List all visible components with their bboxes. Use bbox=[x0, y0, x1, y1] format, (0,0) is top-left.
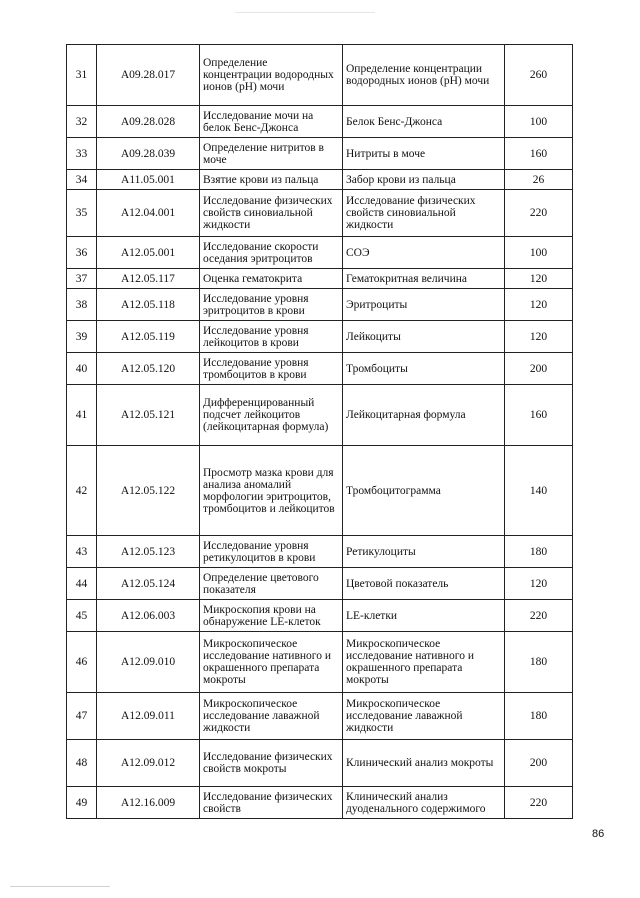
service-price: 160 bbox=[505, 138, 573, 170]
service-price: 160 bbox=[505, 385, 573, 446]
service-description: Клинический анализ мокроты bbox=[343, 740, 505, 787]
service-code: A12.09.012 bbox=[97, 740, 200, 787]
service-description: Определение концентрации водородных ионов (рН) мочи bbox=[343, 45, 505, 106]
service-price: 120 bbox=[505, 289, 573, 321]
service-code: A12.09.011 bbox=[97, 693, 200, 740]
row-number: 31 bbox=[67, 45, 97, 106]
row-number: 36 bbox=[67, 237, 97, 269]
service-description: Забор крови из пальца bbox=[343, 170, 505, 190]
table-body bbox=[67, 45, 573, 819]
service-description: Эритроциты bbox=[343, 289, 505, 321]
service-description: СОЭ bbox=[343, 237, 505, 269]
table-row bbox=[67, 385, 573, 446]
service-price: 100 bbox=[505, 106, 573, 138]
service-code: A09.28.017 bbox=[97, 45, 200, 106]
row-number: 40 bbox=[67, 353, 97, 385]
service-description: LE-клетки bbox=[343, 600, 505, 632]
service-code: A12.05.118 bbox=[97, 289, 200, 321]
table-row bbox=[67, 45, 573, 106]
table-row bbox=[67, 190, 573, 237]
service-description: Лейкоцитарная формула bbox=[343, 385, 505, 446]
service-code: A12.05.121 bbox=[97, 385, 200, 446]
row-number: 43 bbox=[67, 536, 97, 568]
service-name: Исследование уровня лейкоцитов в крови bbox=[200, 321, 343, 353]
row-number: 46 bbox=[67, 632, 97, 693]
service-price: 180 bbox=[505, 693, 573, 740]
row-number: 42 bbox=[67, 446, 97, 536]
service-name: Микроскопия крови на обнаружение LE-клеток bbox=[200, 600, 343, 632]
service-code: A12.05.117 bbox=[97, 269, 200, 289]
table-row bbox=[67, 237, 573, 269]
service-name: Определение цветового показателя bbox=[200, 568, 343, 600]
table-row bbox=[67, 568, 573, 600]
table-row bbox=[67, 536, 573, 568]
scan-artifact-bottom bbox=[10, 886, 110, 887]
service-code: A12.05.122 bbox=[97, 446, 200, 536]
service-code: A12.06.003 bbox=[97, 600, 200, 632]
table-row bbox=[67, 289, 573, 321]
service-name: Исследование физических свойств bbox=[200, 787, 343, 819]
service-name: Исследование физических свойств мокроты bbox=[200, 740, 343, 787]
service-price: 180 bbox=[505, 536, 573, 568]
service-code: A09.28.039 bbox=[97, 138, 200, 170]
table-row bbox=[67, 170, 573, 190]
service-code: A12.05.123 bbox=[97, 536, 200, 568]
service-name: Исследование уровня тромбоцитов в крови bbox=[200, 353, 343, 385]
service-name: Исследование уровня эритроцитов в крови bbox=[200, 289, 343, 321]
service-code: A12.04.001 bbox=[97, 190, 200, 237]
service-price: 220 bbox=[505, 190, 573, 237]
service-code: A11.05.001 bbox=[97, 170, 200, 190]
row-number: 35 bbox=[67, 190, 97, 237]
service-name: Микроскопическое исследование лаважной жидкости bbox=[200, 693, 343, 740]
service-price: 120 bbox=[505, 321, 573, 353]
service-name: Исследование мочи на белок Бенс-Джонса bbox=[200, 106, 343, 138]
table-row bbox=[67, 106, 573, 138]
service-price: 260 bbox=[505, 45, 573, 106]
service-description: Белок Бенс-Джонса bbox=[343, 106, 505, 138]
row-number: 34 bbox=[67, 170, 97, 190]
row-number: 41 bbox=[67, 385, 97, 446]
service-code: A12.05.119 bbox=[97, 321, 200, 353]
service-price: 100 bbox=[505, 237, 573, 269]
service-price: 180 bbox=[505, 632, 573, 693]
table-row bbox=[67, 632, 573, 693]
service-price: 120 bbox=[505, 269, 573, 289]
service-name: Определение концентрации водородных ионов (рН) мочи bbox=[200, 45, 343, 106]
service-price: 220 bbox=[505, 600, 573, 632]
row-number: 48 bbox=[67, 740, 97, 787]
service-code: A12.05.120 bbox=[97, 353, 200, 385]
service-price: 200 bbox=[505, 740, 573, 787]
service-price: 220 bbox=[505, 787, 573, 819]
row-number: 32 bbox=[67, 106, 97, 138]
service-price: 200 bbox=[505, 353, 573, 385]
service-name: Определение нитритов в моче bbox=[200, 138, 343, 170]
table-row bbox=[67, 138, 573, 170]
service-code: A12.16.009 bbox=[97, 787, 200, 819]
service-description: Микроскопическое исследование нативного и окрашенного препарата мокроты bbox=[343, 632, 505, 693]
table-row bbox=[67, 353, 573, 385]
service-description: Гематокритная величина bbox=[343, 269, 505, 289]
service-price: 26 bbox=[505, 170, 573, 190]
table-row bbox=[67, 740, 573, 787]
service-code: A09.28.028 bbox=[97, 106, 200, 138]
page-number: 86 bbox=[592, 828, 605, 840]
service-description: Лейкоциты bbox=[343, 321, 505, 353]
service-code: A12.05.124 bbox=[97, 568, 200, 600]
row-number: 37 bbox=[67, 269, 97, 289]
row-number: 47 bbox=[67, 693, 97, 740]
service-name: Исследование скорости оседания эритроцитов bbox=[200, 237, 343, 269]
table-row bbox=[67, 269, 573, 289]
row-number: 38 bbox=[67, 289, 97, 321]
row-number: 33 bbox=[67, 138, 97, 170]
service-description: Цветовой показатель bbox=[343, 568, 505, 600]
row-number: 49 bbox=[67, 787, 97, 819]
service-description: Клинический анализ дуоденального содержимого bbox=[343, 787, 505, 819]
service-description: Тромбоциты bbox=[343, 353, 505, 385]
service-name: Микроскопическое исследование нативного и окрашенного препарата мокроты bbox=[200, 632, 343, 693]
table-row bbox=[67, 693, 573, 740]
service-name: Исследование уровня ретикулоцитов в крови bbox=[200, 536, 343, 568]
service-name: Дифференцированный подсчет лейкоцитов (лейкоцитарная формула) bbox=[200, 385, 343, 446]
service-name: Исследование физических свойств синовиальной жидкости bbox=[200, 190, 343, 237]
service-price: 140 bbox=[505, 446, 573, 536]
service-description: Тромбоцитограмма bbox=[343, 446, 505, 536]
service-description: Нитриты в моче bbox=[343, 138, 505, 170]
service-description: Микроскопическое исследование лаважной жидкости bbox=[343, 693, 505, 740]
row-number: 39 bbox=[67, 321, 97, 353]
price-table bbox=[66, 44, 573, 819]
table-row bbox=[67, 321, 573, 353]
service-code: A12.09.010 bbox=[97, 632, 200, 693]
row-number: 44 bbox=[67, 568, 97, 600]
service-description: Ретикулоциты bbox=[343, 536, 505, 568]
table-row bbox=[67, 600, 573, 632]
service-name: Взятие крови из пальца bbox=[200, 170, 343, 190]
service-code: A12.05.001 bbox=[97, 237, 200, 269]
row-number: 45 bbox=[67, 600, 97, 632]
scan-artifact-top bbox=[235, 12, 375, 13]
table-row bbox=[67, 787, 573, 819]
service-description: Исследование физических свойств синовиальной жидкости bbox=[343, 190, 505, 237]
table-row bbox=[67, 446, 573, 536]
service-price: 120 bbox=[505, 568, 573, 600]
service-name: Просмотр мазка крови для анализа аномалий морфологии эритроцитов, тромбоцитов и лейкоцитов bbox=[200, 446, 343, 536]
service-name: Оценка гематокрита bbox=[200, 269, 343, 289]
